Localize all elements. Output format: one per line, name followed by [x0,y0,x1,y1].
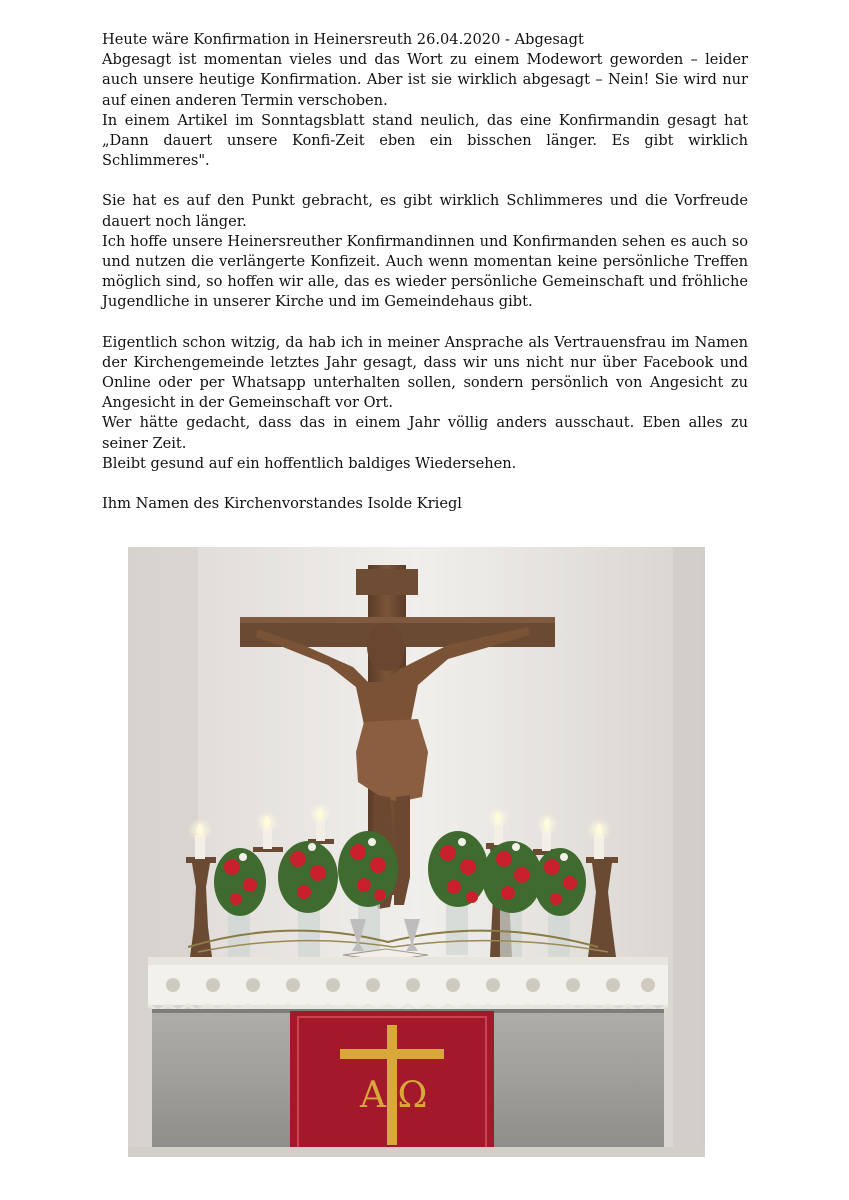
paragraph-4: Ich hoffe unsere Heinersreuther Konfirmandinnen und Konfirmanden sehen es auch so und nutzen die verlängerte Konfizeit. Auch wenn momentan keine persönliche Treffen möglich sind, so hoffen wir alle, das es wieder persönliche Gemeinschaft und fröhliche Jugendliche in unserer Kirche und im Gemeindehaus gibt. [102,232,748,311]
altar-illustration [128,547,705,1157]
letter-text [102,30,748,514]
paragraph-7: Bleibt gesund auf ein hoffentlich baldiges Wiedersehen. [102,454,517,472]
lace-altar-cloth [148,965,668,1011]
red-antependium [290,1011,494,1157]
signature: Ihm Namen des Kirchenvorstandes Isolde Kriegl [102,495,462,513]
paragraph-1: Abgesagt ist momentan vieles und das Wort zu einem Modewort geworden – leider auch unsere heutige Konfirmation. Aber ist sie wirklich abgesagt – Nein! Sie wird nur auf einen anderen Termin verschoben. [102,51,748,109]
paragraph-6: Wer hätte gedacht, dass das in einem Jahr völlig anders ausschaut. Eben alles zu seiner Zeit. [102,414,748,452]
paragraph-gap [102,313,748,333]
paragraph-3: Sie hat es auf den Punkt gebracht, es gibt wirklich Schlimmeres und die Vorfreude dauert noch länger. [102,192,748,230]
altar-photo [128,547,705,1157]
paragraph-2: In einem Artikel im Sonntagsblatt stand neulich, das eine Konfirmandin gesagt hat „Dann dauert unsere Konfi-Zeit eben ein bisschen länger. Es gibt wirklich Schlimmeres". [102,111,748,170]
paragraph-gap [102,171,748,191]
paragraph-5: Eigentlich schon witzig, da hab ich in meiner Ansprache als Vertrauensfrau im Namen der Kirchengemeinde letztes Jahr gesagt, dass wir uns nicht nur über Facebook und Online oder per Whatsapp unterhalten sollen, sondern persönlich von Angesicht zu Angesicht in der Gemeinschaft vor Ort. [102,333,748,412]
document-title: Heute wäre Konfirmation in Heinersreuth 26.04.2020 - Abgesagt [102,31,584,48]
paragraph-gap [102,474,748,494]
alpha-omega-symbol: A Ω [360,1075,428,1116]
